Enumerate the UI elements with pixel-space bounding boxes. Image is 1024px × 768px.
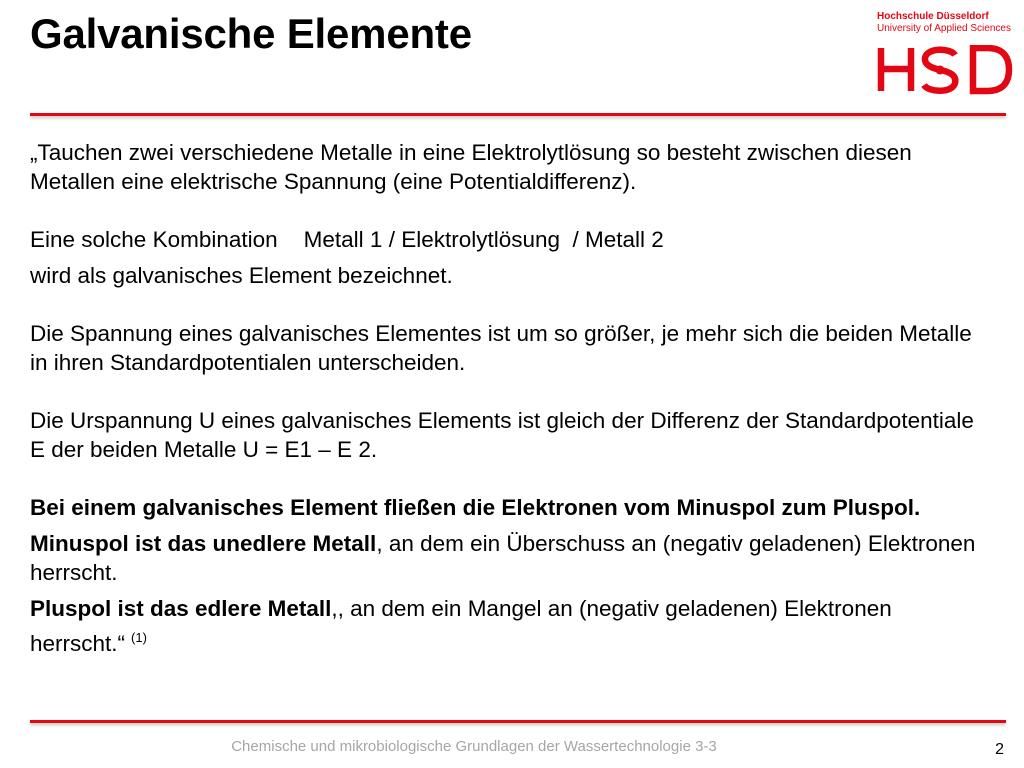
paragraph-combination (30, 225, 990, 254)
reference-marker: (1) (131, 630, 147, 645)
university-logo (877, 11, 1017, 95)
combination-formula: Metall 1 / Elektrolytlösung / Metall 2 (303, 227, 664, 252)
footer-course-title: Chemische und mikrobiologische Grundlagen der Wassertechnologie 3-3 (231, 738, 717, 755)
minus-pole-bold: Minuspol ist das unedlere Metall (30, 531, 377, 556)
paragraph-open-circuit-voltage: Die Urspannung U eines galvanisches Elements ist gleich der Differenz der Standardpotentiale E der beiden Metalle U = E1 – E 2. (30, 408, 974, 462)
header-divider (30, 113, 1006, 116)
footer-divider (30, 720, 1006, 723)
hsd-logo-mark-icon (877, 45, 1013, 95)
slide-body (30, 138, 990, 658)
plus-pole-text: ,, an dem ein Mangel an (negativ geladenen) Elektronen herrscht.“ (30, 596, 892, 656)
paragraph-voltage: Die Spannung eines galvanisches Elementes ist um so größer, je mehr sich die beiden Metalle in ihren Standardpotentialen unterscheiden. (30, 321, 972, 375)
logo-line-2: University of Applied Sciences (877, 23, 1011, 34)
logo-line-1: Hochschule Düsseldorf (877, 11, 989, 22)
paragraph-plus-pole (30, 594, 990, 658)
paragraph-definition: „Tauchen zwei verschiedene Metalle in eine Elektrolytlösung so besteht zwischen diesen Metallen eine elektrische Spannung (eine Potentialdifferenz). (30, 140, 912, 194)
page-number: 2 (995, 741, 1004, 758)
paragraph-minus-pole (30, 529, 990, 587)
combination-prefix: Eine solche Kombination (30, 227, 278, 252)
minus-pole-text: , an dem ein Überschuss an (negativ geladenen) Elektronen herrscht. (30, 531, 976, 585)
plus-pole-bold: Pluspol ist das edlere Metall (30, 596, 332, 621)
paragraph-galvanic-element: wird als galvanisches Element bezeichnet. (30, 263, 453, 288)
slide-title: Galvanische Elemente (30, 10, 472, 57)
paragraph-electron-flow: Bei einem galvanisches Element fließen die Elektronen vom Minuspol zum Pluspol. (30, 495, 921, 520)
